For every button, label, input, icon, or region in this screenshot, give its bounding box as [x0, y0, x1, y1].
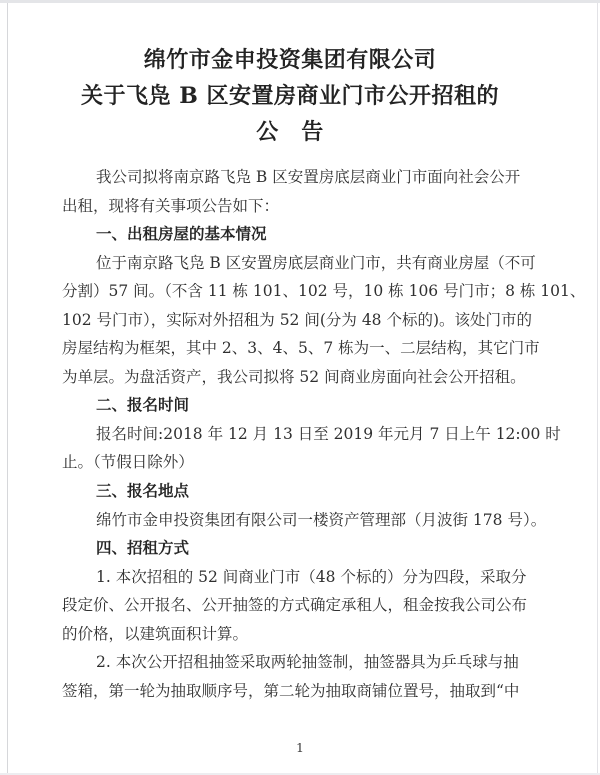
section-1-line-4: 房屋结构为框架，其中 2、3、4、5、7 栋为一、二层结构，其它门市 — [62, 339, 540, 358]
document-title-line-2: 关于飞凫 B 区安置房商业门市公开招租的 — [81, 83, 499, 109]
document-body — [62, 163, 586, 705]
section-1-line-2: 分割）57 间。（不含 11 栋 101、102 号，10 栋 106 号门市；8 栋 101、 — [62, 282, 586, 301]
page-right-edge — [597, 3, 598, 775]
page-top-edge — [0, 0, 600, 3]
intro-line-2: 出租，现将有关事项公告如下： — [62, 196, 280, 215]
document-title-line-1: 绵竹市金申投资集团有限公司 — [143, 47, 437, 73]
document-title-line-3: 公 告 — [256, 119, 324, 145]
section-2-line-2: 止。（节假日除外） — [62, 453, 194, 472]
section-4-item-1-line-2: 段定价、公开报名、公开抽签的方式确定承租人，租金按我公司公布 — [62, 596, 528, 615]
page-left-edge — [7, 3, 8, 775]
section-4-item-1-line-3: 的价格，以建筑面积计算。 — [62, 624, 249, 643]
section-1-line-3: 102 号门市），实际对外招租为 52 间(分为 48 个标的)。该处门市的 — [62, 310, 533, 329]
section-1-line-1: 位于南京路飞凫 B 区安置房底层商业门市，共有商业房屋（不可 — [96, 253, 536, 272]
section-4-item-2-line-1: 2. 本次公开招租抽签采取两轮抽签制，抽签器具为乒乓球与抽 — [96, 653, 519, 672]
section-3-heading: 三、报名地点 — [96, 481, 190, 501]
page-number: 1 — [296, 740, 304, 755]
section-2-heading: 二、报名时间 — [96, 395, 190, 415]
section-4-item-1-line-1: 1. 本次招租的 52 间商业门市（48 个标的）分为四段，采取分 — [96, 567, 527, 586]
section-2-line-1: 报名时间:2018 年 12 月 13 日至 2019 年元月 7 日上午 12:00 时 — [96, 424, 561, 443]
section-1-line-5: 为单层。为盘活资产，我公司拟将 52 间商业房面向社会公开招租。 — [62, 367, 526, 386]
section-3-line-1: 绵竹市金申投资集团有限公司一楼资产管理部（月波街 178 号）。 — [96, 510, 547, 529]
section-4-heading: 四、招租方式 — [96, 538, 190, 558]
section-4-item-2-line-2: 签箱，第一轮为抽取顺序号，第二轮为抽取商铺位置号，抽取到“中 — [62, 681, 520, 700]
section-1-heading: 一、出租房屋的基本情况 — [96, 224, 267, 244]
document-title — [62, 42, 518, 150]
intro-line-1: 我公司拟将南京路飞凫 B 区安置房底层商业门市面向社会公开 — [96, 168, 521, 186]
